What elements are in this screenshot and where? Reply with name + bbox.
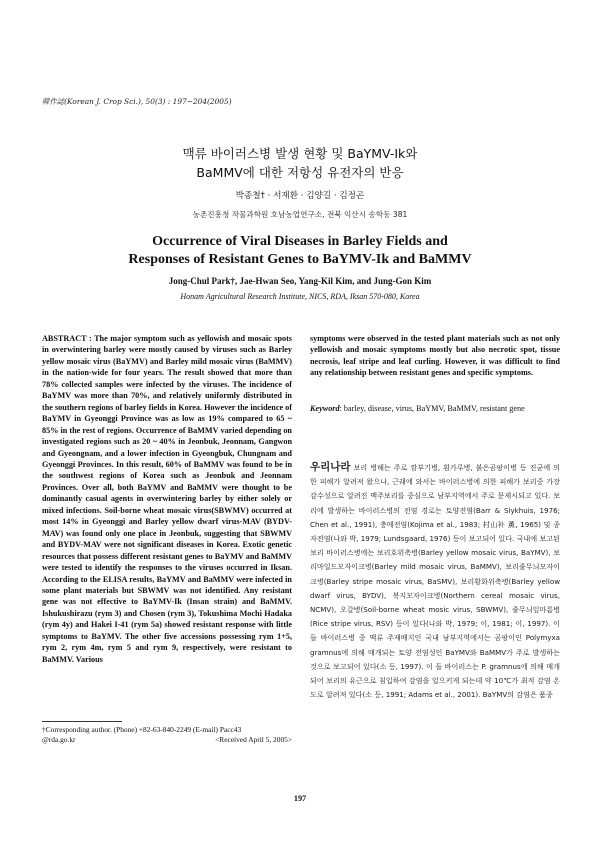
korean-title-line1: 맥류 바이러스병 발생 현황 및 BaYMV-Ik와 <box>182 146 418 161</box>
abstract-label: ABSTRACT : <box>42 334 92 343</box>
footnote-line1: †Corresponding author. (Phone) +82-63-840-2249 (E-mail) Pacc43 <box>42 725 242 734</box>
korean-affiliation: 농촌진흥청 작물과학원 호남농업연구소, 전북 익산시 송학동 381 <box>192 210 408 219</box>
keywords-text: : barley, disease, virus, BaYMV, BaMMV, resistant gene <box>339 404 525 413</box>
footnote-divider <box>42 721 122 722</box>
abstract-text-left: The major symptom such as yellowish and mosaic spots in overwintering barley were mostly caused by viruses such as Barley yellow mosaic virus (BaYMV) and Barley mild mosaic virus (BaMMV) in the nation-wide for four years. The result showed that more than 78% collected samples were infected by the viruses. The incidence of BaYMV was more than 70%, and relatively uniformly distributed in the southern regions of barley fields in Korea. However the incidence of BaYMV in Gyeonggi Province was as low as 19% compared to 65 ~ 85% in the rest of regions. Occurrence of BaMMV varied depending on investigated regions such as 20 ~ 40% in Jeonbuk, Jeonnam, Gangwon and Gyeongnam, and a lower infection in Gyeongbuk, Chungnam and Gyeonggi Provinces. In this result, 60% of BaMMV was found to be in the southwest regions of Korea such as Jeonbuk and Jeonnam Provinces. Over all, both BaYMV and BaMMV were thought to be dominantly casual agents in overwintering barley by either solely or mixed infections. Soil-borne wheat mosaic virus(SBWMV) occurred at most 14% in Gyeonggi and Barley yellow dwarf virus-MAV (BYDV-MAV) was found only one place in Jeonbuk, suggesting that SBWMV and BYDV-MAV were not significant diseases in Korea. Exotic genetic resources that possess different resistant genes to BaYMV and BaMMV were tested to identify the responses to the viruses occurred in Iksan. According to the ELISA results, BaYMV and BaMMV were infected in some plant materials but SBWMV was not identified. Any resistant gene was not effective to BaYMV-Ik (Insan strain) and BaMMV. Ishukushirazu (rym 3) and Chosen (rym 3), Tokushima Mochi Hadaka (rym 4y) and Hakei I-41 (rym 5a) showed resistant response with little symptoms to BaYMV. The other five accessions possessing rym 1+5, rym 2, rym 4m, rym 5 and rym 9, respectively, were resistant to BaMMV. Various <box>42 334 292 664</box>
footnote-line2a: @rda.go.kr <box>42 735 76 744</box>
abstract-left-column <box>42 333 292 665</box>
keywords-label: Keyword <box>310 404 340 413</box>
korean-title-line2: BaMMV에 대한 저항성 유전자의 반응 <box>196 165 404 180</box>
english-affiliation: Honam Agricultural Research Institute, NICS, RDA, Iksan 570-080, Korea <box>180 292 420 301</box>
korean-authors: 박종철† · 서재환 · 김양길 · 김정곤 <box>235 191 365 201</box>
english-title-line2: Responses of Resistant Genes to BaYMV-Ik and BaMMV <box>128 252 472 267</box>
footnote <box>42 725 292 745</box>
page-number: 197 <box>293 794 307 803</box>
english-title-line1: Occurrence of Viral Diseases in Barley Fields and <box>152 234 448 249</box>
journal-header: 韓作誌(Korean J. Crop Sci.), 50(3) : 197~204(2005) <box>42 97 232 106</box>
abstract-right-column: symptoms were observed in the tested plant materials such as not only yellowish and mosaic symptoms mostly but also necrotic spot, tissue necrosis, leaf stripe and leaf curling. However, it was difficult to find any relationship between resistant genes and specific symptoms. <box>310 334 560 378</box>
keywords <box>310 403 560 414</box>
body-text-korean <box>310 460 560 702</box>
body-lead-word: 우리나라 <box>310 461 351 473</box>
body-text: 보리 병해는 주로 깜부기병, 흰가루병, 붉은곰팡이병 등 진균에 의한 피해가 알려져 왔으나, 근래에 와서는 바이러스병에 의한 피해가 보리중 가장 감수성으로 알려진 맥주보리를 중심으로 남부지역에서 주로 문제시되고 있다. 보리에 발생하는 바이러스병의 전염 경로는 토양전염(Barr & Slykhuis, 1976; Chen et al., 1991), 충매전염(Kojima et al., 1983; 村山补 薫, 1965) 및 종자전염(나와 박, 1979; Lundsgaard, 1976) 등이 보고되어 있다. 국내에 보고된 보리 바이러스병에는 보리호위축병(Barley yellow mosaic virus, BaYMV), 보리마일드모자이크병(Barley mild mosaic virus, BaMMV), 보리줄무늬모자이크병(Barley stripe mosaic virus, BaSMV), 보리황화위축병(Barley yellow dwarf virus, BYDV), 북지모자이크병(Northern cereal mosaic virus, NCMV), 오갈병(Soil-borne wheat mosic virus, SBWMV), 줄무늬잎마름병(Rice stripe virus, RSV) 등이 있다(나와 박, 1979; 이, 1981; 이, 1997). 이들 바이러스병 중 맥류 주재배지인 국내 남부지역에서는 곰팡이인 Polymyxa gramnus에 의해 매개되는 토양 전염성인 BaYMV와 BaMMV가 주로 발생하는 것으로 보고되어 있다(소 등, 1997). 이 들 바이러스는 P. gramnus에 의해 매개되어 보리의 유근으로 침입하여 감염을 일으키게 되는데 약 10℃가 최적 감염 온도로 알려져 있다(소 등, 1991; Adams et al., 2001). BaYMV의 감염은 품종 <box>310 463 560 700</box>
english-authors: Jong-Chul Park†, Jae-Hwan Seo, Yang-Kil Kim, and Jung-Gon Kim <box>168 276 432 286</box>
received-date: <Received April 5, 2005> <box>215 735 292 744</box>
